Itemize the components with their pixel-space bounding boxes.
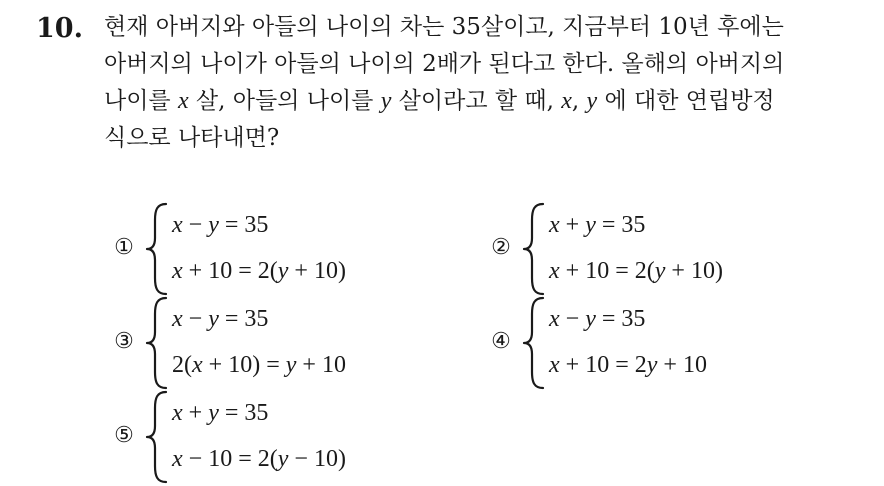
- variable-y: y: [380, 88, 392, 114]
- problem-line-1: 현재 아버지와 아들의 나이의 차는 35살이고, 지금부터 10년 후에는: [104, 14, 784, 40]
- choice-1-equation-1: x − y = 35: [172, 212, 269, 238]
- choice-3-label[interactable]: ③: [114, 329, 134, 354]
- choice-2-equation-2: x + 10 = 2(y + 10): [549, 258, 723, 284]
- choice-1-label[interactable]: ①: [114, 235, 134, 260]
- choice-4-equation-1: x − y = 35: [549, 306, 646, 332]
- choice-3-equation-1: x − y = 35: [172, 306, 269, 332]
- variable-y: y: [586, 88, 598, 114]
- brace-icon: [144, 390, 170, 484]
- brace-icon: [144, 296, 170, 390]
- problem-number: 10.: [36, 13, 83, 44]
- brace-icon: [521, 296, 547, 390]
- problem-line-3: 나이를 x 살, 아들의 나이를 y 살이라고 할 때, x, y 에 대한 연립방정: [104, 88, 775, 114]
- choice-4-equation-2: x + 10 = 2y + 10: [549, 352, 707, 378]
- choice-3-equation-2: 2(x + 10) = y + 10: [172, 352, 346, 378]
- variable-x: x: [177, 88, 189, 114]
- choice-4-label[interactable]: ④: [491, 329, 511, 354]
- brace-icon: [144, 202, 170, 296]
- problem-text: [104, 9, 874, 157]
- choice-2-label[interactable]: ②: [491, 235, 511, 260]
- choice-1-equation-2: x + 10 = 2(y + 10): [172, 258, 346, 284]
- problem-line-4: 식으로 나타내면?: [104, 125, 280, 151]
- choice-2-equation-1: x + y = 35: [549, 212, 646, 238]
- choice-5-equation-2: x − 10 = 2(y − 10): [172, 446, 346, 472]
- brace-icon: [521, 202, 547, 296]
- choice-5-label[interactable]: ⑤: [114, 423, 134, 448]
- variable-x: x: [561, 88, 572, 114]
- problem-line-2: 아버지의 나이가 아들의 나이의 2배가 된다고 한다. 올해의 아버지의: [104, 51, 785, 77]
- choice-5-equation-1: x + y = 35: [172, 400, 269, 426]
